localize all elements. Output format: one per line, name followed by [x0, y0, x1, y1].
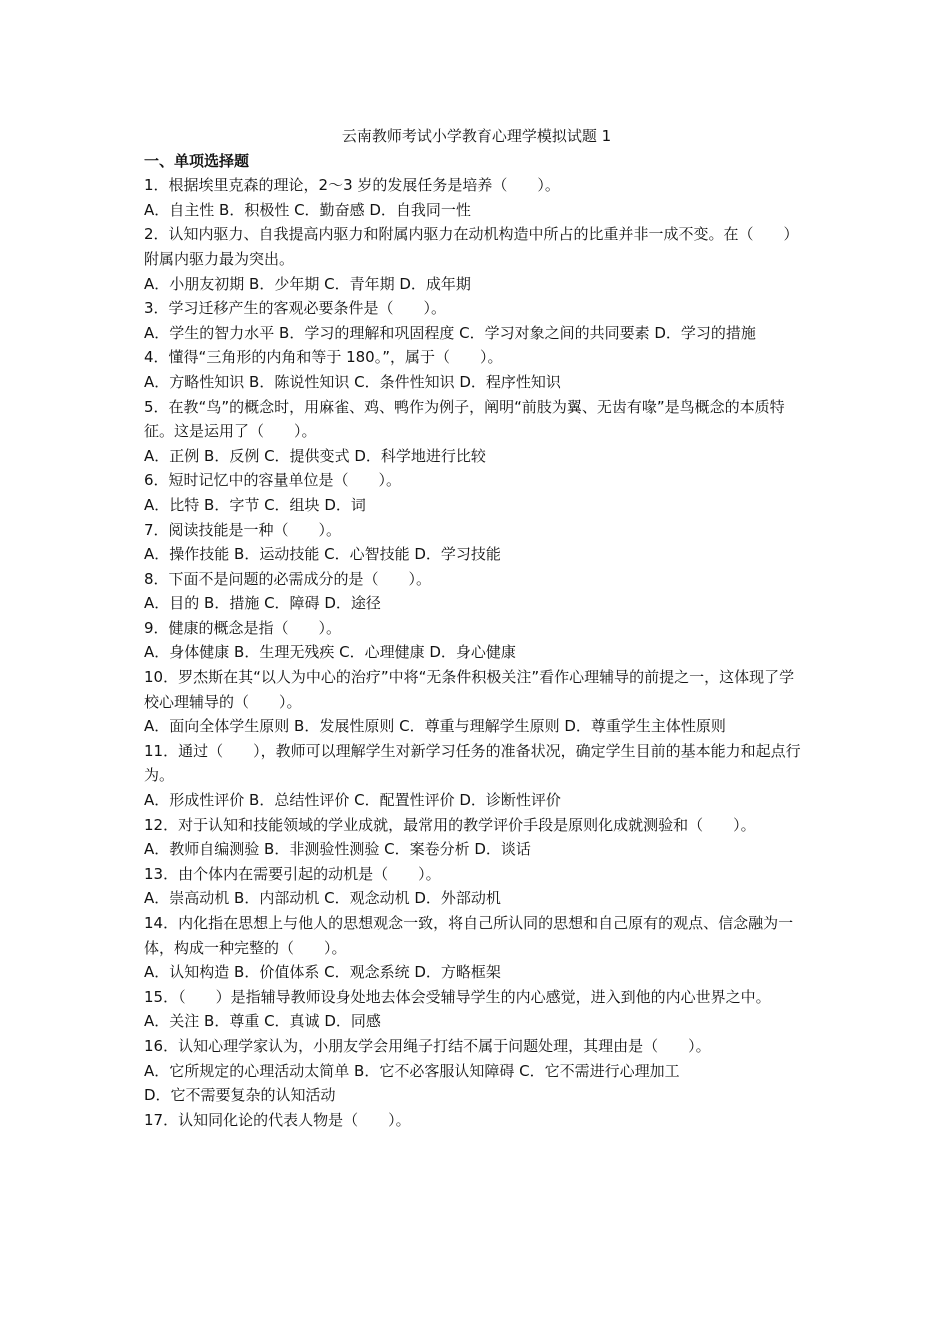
- question-14: 14．内化指在思想上与他人的思想观念一致，将自己所认同的思想和自己原有的观点、信念融为一体，构成一种完整的（ ）。: [144, 914, 794, 957]
- options-15: A．关注 B．尊重 C．真诚 D．同感: [144, 1012, 381, 1031]
- options-9: A．身体健康 B．生理无残疾 C．心理健康 D．身心健康: [144, 643, 516, 662]
- options-10: A．面向全体学生原则 B．发展性原则 C．尊重与理解学生原则 D．尊重学生主体性原则: [144, 717, 726, 736]
- options-2: A．小朋友初期 B．少年期 C．青年期 D．成年期: [144, 274, 471, 293]
- question-16: 16．认知心理学家认为，小朋友学会用绳子打结不属于问题处理，其理由是（ ）。: [144, 1036, 711, 1055]
- question-3: 3．学习迁移产生的客观必要条件是（ ）。: [144, 299, 447, 318]
- options-12: A．教师自编测验 B．非测验性测验 C．案卷分析 D．谈话: [144, 840, 531, 859]
- options-11: A．形成性评价 B．总结性评价 C．配置性评价 D．诊断性评价: [144, 791, 561, 810]
- section-heading: 一、单项选择题: [144, 151, 250, 170]
- options-4: A．方略性知识 B．陈说性知识 C．条件性知识 D．程序性知识: [144, 372, 561, 391]
- options-7: A．操作技能 B．运动技能 C．心智技能 D．学习技能: [144, 545, 501, 564]
- options-3: A．学生的智力水平 B．学习的理解和巩固程度 C．学习对象之间的共同要素 D．学习的措施: [144, 323, 756, 342]
- document-title: 云南教师考试小学教育心理学模拟试题 1: [341, 127, 612, 145]
- options-13: A．崇高动机 B．内部动机 C．观念动机 D．外部动机: [144, 889, 501, 908]
- question-12: 12．对于认知和技能领域的学业成就，最常用的教学评价手段是原则化成就测验和（ ）。: [144, 815, 756, 834]
- question-1: 1．根据埃里克森的理论，2～3 岁的发展任务是培养（ ）。: [144, 176, 560, 195]
- question-11: 11．通过（ ），教师可以理解学生对新学习任务的准备状况，确定学生目前的基本能力和起点行为。: [144, 741, 801, 785]
- question-13: 13．由个体内在需要引起的动机是（ ）。: [144, 864, 441, 883]
- options-8: A．目的 B．措施 C．障碍 D．途径: [144, 594, 381, 613]
- question-10: 10．罗杰斯在其“以人为中心的治疗”中将“无条件积极关注”看作心理辅导的前提之一，这体现了学校心理辅导的（ ）。: [144, 668, 795, 711]
- options-16-a: A．它所规定的心理活动太简单 B．它不必客服认知障碍 C．它不需进行心理加工: [144, 1061, 680, 1080]
- question-2: 2．认知内驱力、自我提高内驱力和附属内驱力在动机构造中所占的比重并非一成不变。在（ ）附属内驱力最为突出。: [144, 225, 799, 268]
- question-8: 8．下面不是问题的必需成分的是（ ）。: [144, 569, 432, 588]
- options-6: A．比特 B．字节 C．组块 D．词: [144, 495, 366, 514]
- options-5: A．正例 B．反例 C．提供变式 D．科学地进行比较: [144, 446, 486, 465]
- options-16-b: D．它不需要复杂的认知活动: [144, 1086, 336, 1105]
- options-14: A．认知构造 B．价值体系 C．观念系统 D．方略框架: [144, 963, 501, 982]
- question-9: 9．健康的概念是指（ ）。: [144, 618, 342, 637]
- question-5: 5．在教“鸟”的概念时，用麻雀、鸡、鸭作为例子，阐明“前肢为翼、无齿有喙”是鸟概念的本质特征。这是运用了（ ）。: [144, 397, 785, 441]
- question-17: 17．认知同化论的代表人物是（ ）。: [144, 1110, 411, 1129]
- document-page: [144, 124, 809, 1132]
- question-15: 15．（ ）是指辅导教师设身处地去体会受辅导学生的内心感觉，进入到他的内心世界之中。: [144, 987, 771, 1006]
- question-4: 4．懂得“三角形的内角和等于 180。”，属于（ ）。: [144, 348, 503, 367]
- question-6: 6．短时记忆中的容量单位是（ ）。: [144, 471, 402, 490]
- options-1: A．自主性 B．积极性 C．勤奋感 D．自我同一性: [144, 200, 471, 219]
- question-7: 7．阅读技能是一种（ ）。: [144, 520, 342, 539]
